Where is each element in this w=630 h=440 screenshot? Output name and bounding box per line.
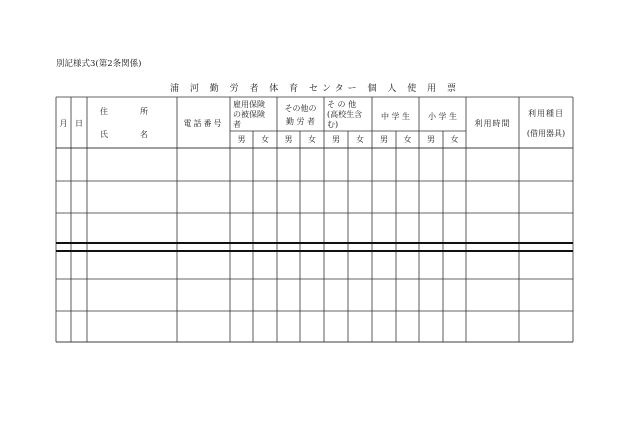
header-female-insured: 女: [261, 135, 269, 144]
header-other-workers-line2: 勤 労 者: [285, 117, 316, 126]
form-reference-note: 別記様式3(第2条関係): [56, 59, 142, 69]
header-elementary: 小 学 生: [427, 112, 458, 121]
header-male-other-workers: 男: [284, 135, 293, 144]
header-equipment: (借用器具): [526, 129, 566, 138]
header-other-line3: む): [327, 120, 339, 129]
header-junior-high: 中 学 生: [380, 112, 411, 121]
header-address: 住 所: [100, 107, 148, 116]
form-title: 浦 河 勤 労 者 体 育 センター 個 人 使 用 票: [170, 84, 460, 94]
header-insured-line1: 雇用保険: [233, 100, 265, 109]
header-other-line1: そ の 他: [327, 100, 357, 109]
header-insured-line3: 者: [233, 120, 241, 129]
header-phone: 電話番号: [183, 119, 224, 128]
header-other-workers-line1: その他の: [284, 104, 317, 113]
header-usage-type: 利用種目: [528, 109, 564, 118]
header-male-other: 男: [332, 135, 340, 144]
header-male-junior-high: 男: [380, 135, 388, 144]
header-insured-line2: の被保険: [233, 110, 265, 119]
header-day: 日: [75, 119, 83, 128]
header-male-insured: 男: [237, 135, 246, 144]
header-name: 氏 名: [100, 130, 148, 139]
header-female-other: 女: [356, 135, 364, 144]
header-usage-time: 利用時間: [474, 119, 511, 128]
header-female-elementary: 女: [450, 135, 459, 144]
header-other-line2: (高校生含: [327, 110, 363, 119]
header-female-other-workers: 女: [308, 135, 316, 144]
header-month: 月: [59, 119, 68, 128]
header-male-elementary: 男: [427, 135, 435, 144]
header-female-junior-high: 女: [403, 135, 412, 144]
